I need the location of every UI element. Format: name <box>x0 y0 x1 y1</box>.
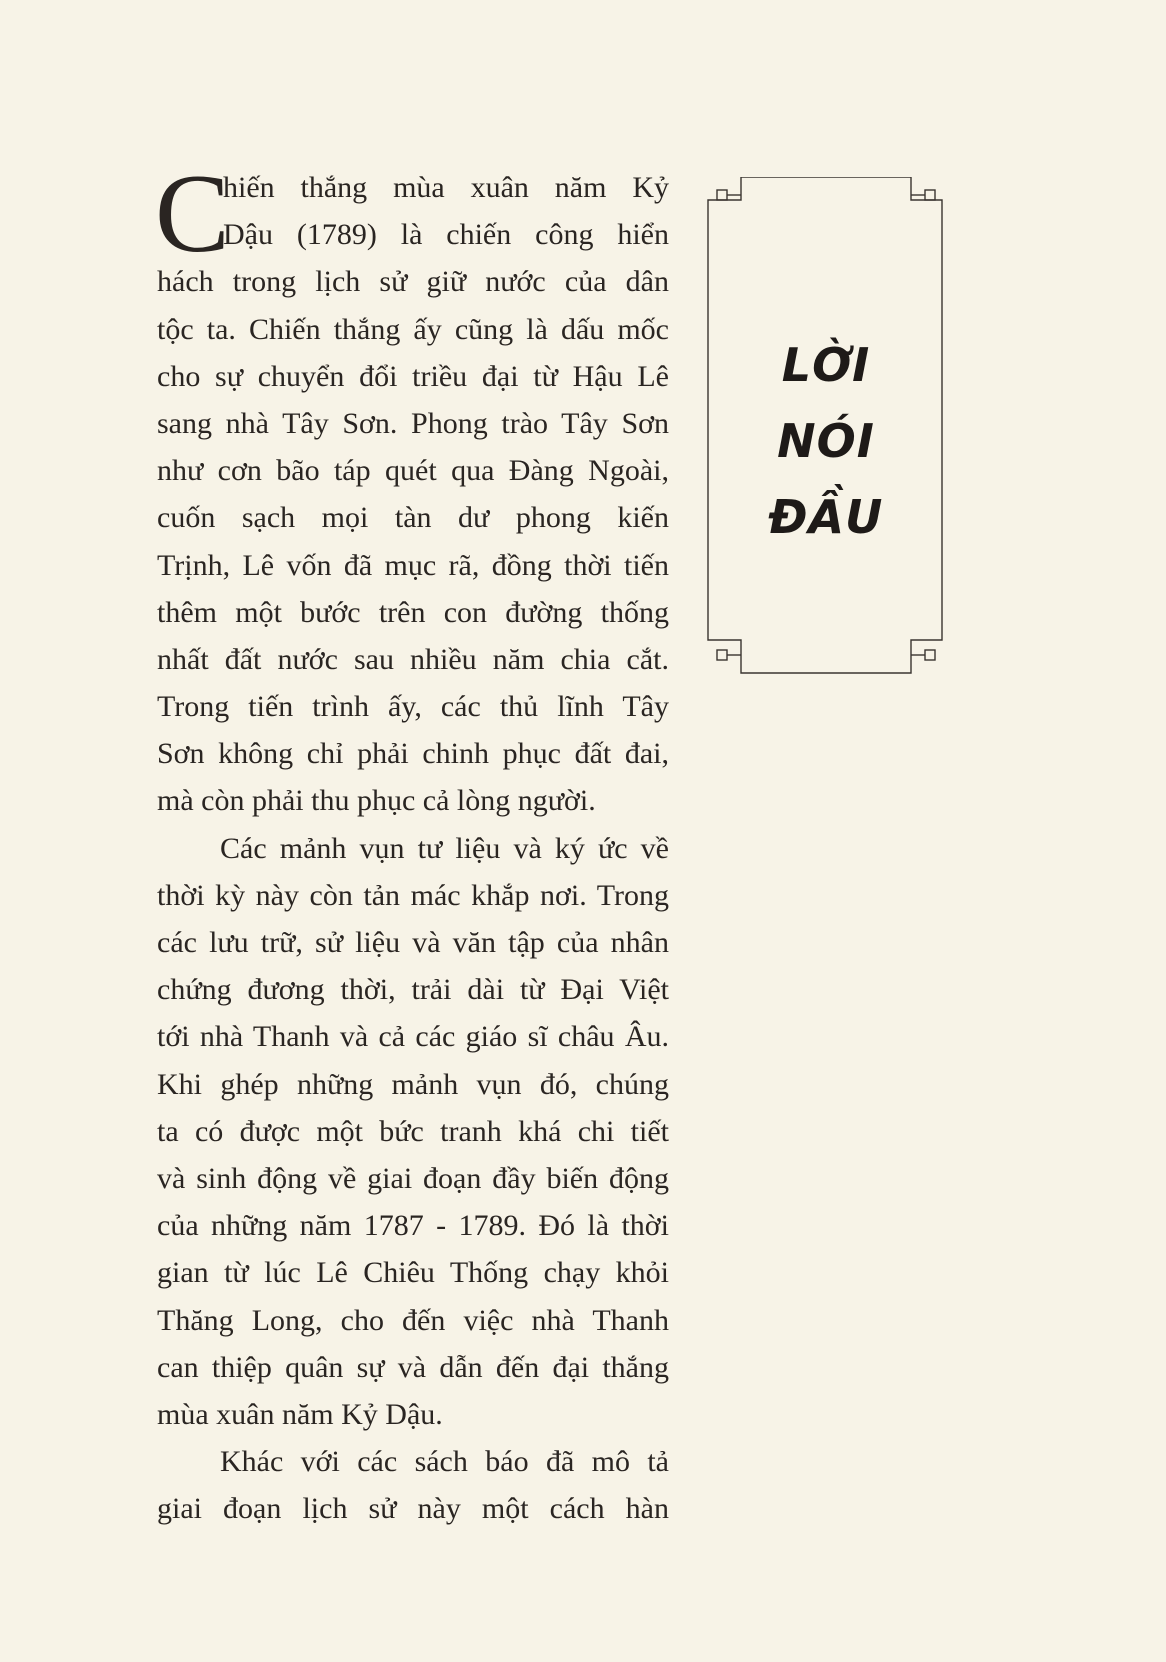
text-line: sang nhà Tây Sơn. Phong trào Tây Sơn <box>157 406 669 440</box>
title-frame <box>706 177 946 675</box>
title-word: LỜI <box>781 338 871 392</box>
body-text <box>155 152 669 1532</box>
drop-cap: C <box>155 152 230 276</box>
text-line: tộc ta. Chiến thắng ấy cũng là dấu mốc <box>157 312 669 346</box>
text-line: cho sự chuyển đổi triều đại từ Hậu Lê <box>157 359 669 393</box>
text-line: Dậu (1789) là chiến công hiển <box>223 218 669 252</box>
text-line: can thiệp quân sự và dẫn đến đại thắng <box>157 1350 669 1384</box>
title-word: NÓI <box>777 414 875 468</box>
text-line: ta có được một bức tranh khá chi tiết <box>157 1114 669 1148</box>
page-title <box>706 327 946 555</box>
text-line: Các mảnh vụn tư liệu và ký ức về <box>220 831 669 865</box>
text-line: và sinh động về giai đoạn đầy biến động <box>157 1161 669 1195</box>
text-line: Sơn không chỉ phải chinh phục đất đai, <box>157 737 669 771</box>
text-line: của những năm 1787 - 1789. Đó là thời <box>157 1209 669 1243</box>
text-line: thêm một bước trên con đường thống <box>157 595 669 629</box>
text-line: Khác với các sách báo đã mô tả <box>220 1445 669 1479</box>
text-line: mùa xuân năm Kỷ Dậu. <box>157 1397 443 1431</box>
text-line: như cơn bão táp quét qua Đàng Ngoài, <box>157 454 669 488</box>
text-line: mà còn phải thu phục cả lòng người. <box>157 784 596 818</box>
text-line: hiến thắng mùa xuân năm Kỷ <box>223 171 669 204</box>
text-line: Khi ghép những mảnh vụn đó, chúng <box>157 1067 669 1101</box>
text-line: các lưu trữ, sử liệu và văn tập của nhân <box>157 926 669 959</box>
text-line: hách trong lịch sử giữ nước của dân <box>157 265 669 299</box>
text-line: cuốn sạch mọi tàn dư phong kiến <box>157 501 669 535</box>
text-line: giai đoạn lịch sử này một cách hàn <box>157 1492 669 1526</box>
title-word: ĐẦU <box>768 490 884 544</box>
text-line: gian từ lúc Lê Chiêu Thống chạy khỏi <box>157 1256 669 1290</box>
text-line: Thăng Long, cho đến việc nhà Thanh <box>157 1303 669 1337</box>
text-line: tới nhà Thanh và cả các giáo sĩ châu Âu. <box>157 1020 669 1054</box>
text-line: Trịnh, Lê vốn đã mục rã, đồng thời tiến <box>157 548 669 582</box>
text-line: Trong tiến trình ấy, các thủ lĩnh Tây <box>157 690 669 724</box>
text-line: thời kỳ này còn tản mác khắp nơi. Trong <box>157 878 669 912</box>
text-line: chứng đương thời, trải dài từ Đại Việt <box>157 973 669 1007</box>
text-line: nhất đất nước sau nhiều năm chia cắt. <box>157 642 669 676</box>
